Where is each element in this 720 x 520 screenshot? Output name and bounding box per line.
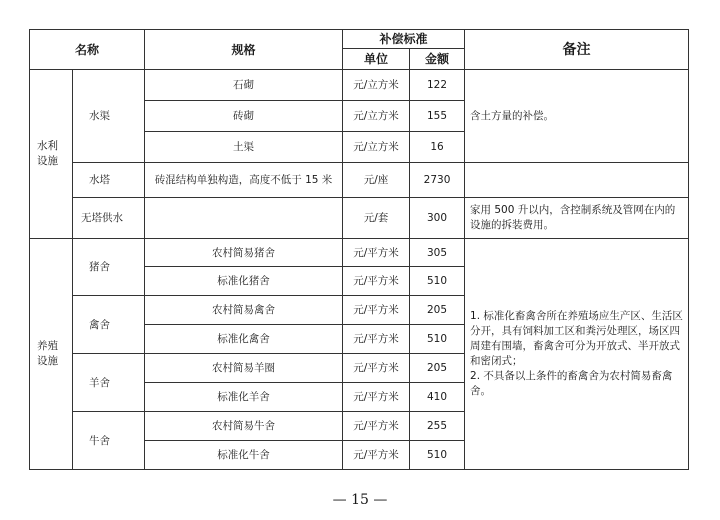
unit-cell: 元/平方米 <box>343 296 410 325</box>
amount-cell: 205 <box>410 354 465 383</box>
unit-cell: 元/平方米 <box>343 267 410 296</box>
amount-cell: 205 <box>410 296 465 325</box>
spec-cell: 土渠 <box>145 132 343 163</box>
spec-cell: 砖混结构单独构造，高度不低于 15 米 <box>145 163 343 198</box>
item-cattle-house: 牛舍 <box>73 412 145 470</box>
unit-cell: 元/座 <box>343 163 410 198</box>
spec-cell: 农村简易猪舍 <box>145 239 343 267</box>
spec-cell: 标准化牛舍 <box>145 441 343 470</box>
spec-cell: 农村简易羊圈 <box>145 354 343 383</box>
spec-cell: 标准化猪舍 <box>145 267 343 296</box>
remark-livestock-item-2: 2. 不具备以上条件的畜禽舍为农村简易畜禽舍。 <box>470 370 673 397</box>
unit-cell: 元/平方米 <box>343 354 410 383</box>
category-livestock: 养殖设施 <box>30 239 73 470</box>
amount-cell: 300 <box>410 198 465 239</box>
remark-canal: 含土方量的补偿。 <box>465 70 689 163</box>
spec-cell <box>145 198 343 239</box>
amount-cell: 510 <box>410 441 465 470</box>
amount-cell: 510 <box>410 267 465 296</box>
header-unit: 单位 <box>343 49 410 70</box>
spec-cell: 农村简易牛舍 <box>145 412 343 441</box>
unit-cell: 元/立方米 <box>343 132 410 163</box>
remark-towerless: 家用 500 升以内，含控制系统及管网在内的设施的拆装费用。 <box>465 198 689 239</box>
amount-cell: 2730 <box>410 163 465 198</box>
amount-cell: 122 <box>410 70 465 101</box>
spec-cell: 砖砌 <box>145 101 343 132</box>
item-water-tower: 水塔 <box>73 163 145 198</box>
unit-cell: 元/立方米 <box>343 101 410 132</box>
remark-tower <box>465 163 689 198</box>
compensation-table <box>29 29 689 470</box>
item-sheep-house: 羊舍 <box>73 354 145 412</box>
header-remark: 备注 <box>465 30 689 70</box>
amount-cell: 16 <box>410 132 465 163</box>
amount-cell: 255 <box>410 412 465 441</box>
item-pig-house: 猪舍 <box>73 239 145 296</box>
item-canal: 水渠 <box>73 70 145 163</box>
spec-cell: 石砌 <box>145 70 343 101</box>
category-water: 水利设施 <box>30 70 73 239</box>
unit-cell: 元/平方米 <box>343 412 410 441</box>
unit-cell: 元/平方米 <box>343 325 410 354</box>
amount-cell: 410 <box>410 383 465 412</box>
unit-cell: 元/平方米 <box>343 239 410 267</box>
unit-cell: 元/平方米 <box>343 441 410 470</box>
header-standard: 补偿标准 <box>343 30 465 49</box>
item-poultry-house: 禽舍 <box>73 296 145 354</box>
page-number: — 15 — <box>332 492 388 508</box>
amount-cell: 305 <box>410 239 465 267</box>
item-towerless-supply: 无塔供水 <box>73 198 145 239</box>
amount-cell: 155 <box>410 101 465 132</box>
remark-livestock <box>465 239 689 470</box>
header-amount: 金额 <box>410 49 465 70</box>
amount-cell: 510 <box>410 325 465 354</box>
unit-cell: 元/平方米 <box>343 383 410 412</box>
spec-cell: 标准化禽舍 <box>145 325 343 354</box>
unit-cell: 元/立方米 <box>343 70 410 101</box>
spec-cell: 农村简易禽舍 <box>145 296 343 325</box>
header-name: 名称 <box>30 30 145 70</box>
unit-cell: 元/套 <box>343 198 410 239</box>
header-spec: 规格 <box>145 30 343 70</box>
spec-cell: 标准化羊舍 <box>145 383 343 412</box>
remark-livestock-item-1: 1. 标准化畜禽舍所在养殖场应生产区、生活区分开，具有饲料加工区和粪污处理区，场区四周建有围墙，畜禽舍可分为开放式、半开放式和密闭式； <box>470 310 683 367</box>
